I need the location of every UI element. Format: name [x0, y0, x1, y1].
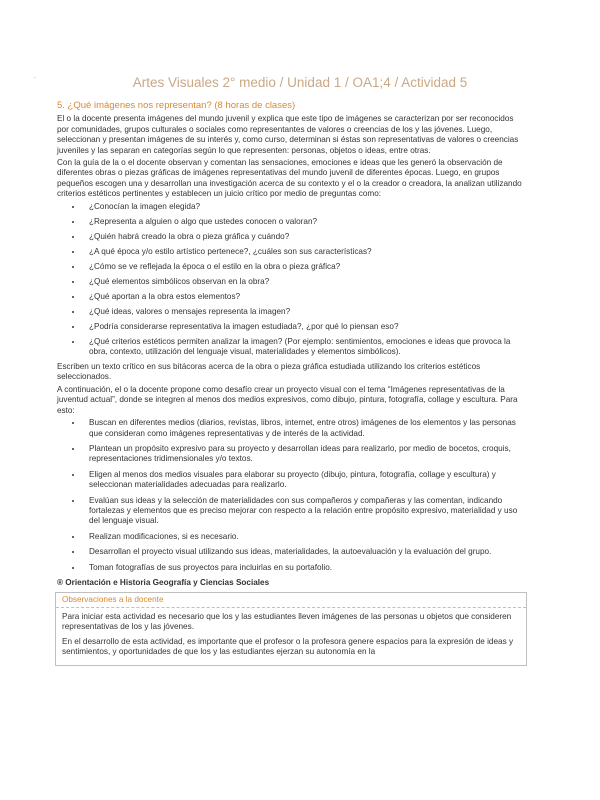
- observations-box: [55, 592, 527, 666]
- observations-title: Observaciones a la docente: [56, 593, 526, 607]
- task-item: • Plantean un propósito expresivo para su proyecto y desarrollan ideas para realizarlo, por medio de bocetos, croquis, representaciones tridimensionales y/o textos.: [83, 444, 525, 465]
- page-header: Artes Visuales 2° medio / Unidad 1 / OA1;4 / Actividad 5: [132, 75, 468, 90]
- observations-paragraph: Para iniciar esta actividad es necesario que los y las estudiantes lleven imágenes de las personas u objetos que consideren representativas de los y las jóvenes.: [62, 611, 512, 632]
- question-item: • ¿Qué aportan a la obra estos elementos?: [83, 292, 525, 302]
- task-item: • Eligen al menos dos medios visuales para elaborar su proyecto (dibujo, pintura, fotografía, collage y escultura) y seleccionan materialidades adecuadas para realizarlo.: [83, 470, 525, 491]
- question-item: • ¿Conocían la imagen elegida?: [83, 202, 525, 212]
- section-title: 5. ¿Qué imágenes nos representan? (8 horas de clases): [57, 100, 296, 111]
- task-item: • Buscan en diferentes medios (diarios, revistas, libros, internet, entre otros) imágenes de los elementos y las personas que consideran como imágenes representativas y de interés de la actividad.: [83, 418, 525, 439]
- question-item: • ¿Qué criterios estéticos permiten analizar la imagen? (Por ejemplo: sentimientos, emociones e ideas que provoca la obra, contexto, utilización del lenguaje visual, materialidades y elementos simbólicos).: [83, 337, 525, 358]
- question-item: • ¿Podría considerarse representativa la imagen estudiada?, ¿por qué lo piensan eso?: [83, 322, 525, 332]
- intro-paragraph: El o la docente presenta imágenes del mundo juvenil y explica que este tipo de imágenes se caracterizan por ser reconocidos por comunidades, grupos culturales o sociales como representantes de valores o creencias de los y las jóvenes. Luego, seleccionan y presentan imágenes de su interés y, como curso, determinan si éstas son representativas de valores o creencias juveniles y las separan en categorías según lo que representen: personas, objetos o ideas, entre otras.: [57, 114, 519, 155]
- task-item: • Toman fotografías de sus proyectos para incluirlas en su portafolio.: [83, 563, 525, 573]
- task-list: [57, 418, 525, 573]
- activity-content: [57, 101, 525, 666]
- task-item: • Realizan modificaciones, si es necesario.: [83, 532, 525, 542]
- question-item: • ¿A qué época y/o estilo artístico pertenece?, ¿cuáles son sus características?: [83, 247, 525, 257]
- cross-subject-note: ® Orientación e Historia Geografía y Ciencias Sociales: [57, 577, 270, 587]
- question-item: • ¿Qué ideas, valores o mensajes representa la imagen?: [83, 307, 525, 317]
- question-item: • ¿Qué elementos simbólicos observan en la obra?: [83, 277, 525, 287]
- task-item: • Desarrollan el proyecto visual utilizando sus ideas, materialidades, la autoevaluación y la evaluación del grupo.: [83, 547, 525, 557]
- question-item: • ¿Cómo se ve reflejada la época o el estilo en la obra o pieza gráfica?: [83, 262, 525, 272]
- question-list: [57, 202, 525, 358]
- question-item: • ¿Quién habrá creado la obra o pieza gráfica y cuándo?: [83, 232, 525, 242]
- page-marker: .: [34, 74, 36, 80]
- critique-paragraph: Escriben un texto crítico en sus bitácoras acerca de la obra o pieza gráfica estudiada utilizando los criterios estéticos seleccionados.: [57, 362, 481, 382]
- observations-paragraph: En el desarrollo de esta actividad, es importante que el profesor o la profesora genere espacios para la expresión de ideas y sentimientos, y oportunidades de que los y las estudiantes ejerzan su autonomía en la: [62, 636, 514, 656]
- guide-paragraph: Con la guía de la o el docente observan y comentan las sensaciones, emociones e ideas que les generó la observación de diferentes obras o piezas gráficas de imágenes representativas del mundo juvenil de diferentes épocas. Luego, en grupos pequeños escogen una y desarrollan una investigación acerca de su contexto y el o la creador o creadora, la analizan utilizando criterios estéticos pertinentes y establecen un juicio crítico por medio de preguntas como:: [57, 158, 522, 199]
- question-item: • ¿Representa a alguien o algo que ustedes conocen o valoran?: [83, 217, 525, 227]
- challenge-paragraph: A continuación, el o la docente propone como desafío crear un proyecto visual con el tema “Imágenes representativas de la juventud actual”, donde se integren al menos dos medios expresivos, como dibujo, pintura, fotografía, collage y escultura. Para esto:: [57, 384, 518, 415]
- task-item: • Evalúan sus ideas y la selección de materialidades con sus compañeros y compañeras y las comentan, indicando fortalezas y elementos que es preciso mejorar con respecto a la relación entre propósito expresivo, materialidad y uso del lenguaje visual.: [83, 496, 525, 527]
